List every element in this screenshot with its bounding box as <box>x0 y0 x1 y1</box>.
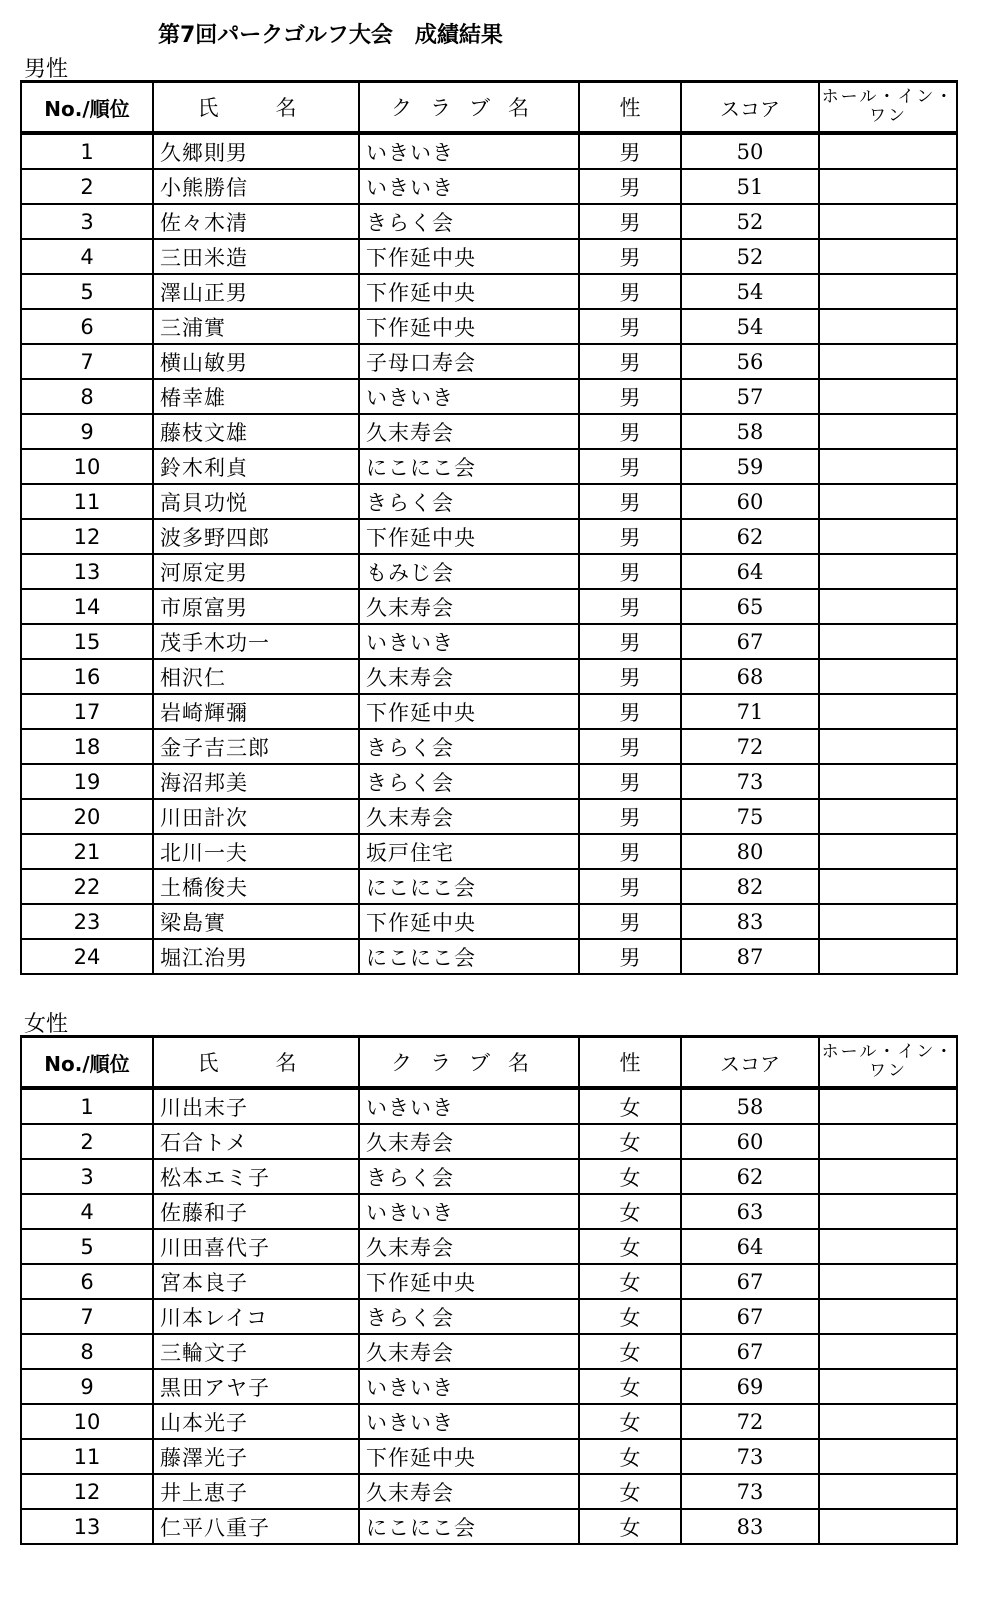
cell-gender: 女 <box>579 1474 681 1509</box>
cell-gender: 男 <box>579 449 681 484</box>
cell-club: いきいき <box>359 379 579 414</box>
table-row <box>21 274 957 309</box>
cell-club: 久末寿会 <box>359 1124 579 1159</box>
table-row <box>21 659 957 694</box>
cell-hole-in-one <box>819 554 957 589</box>
header-score: スコア <box>681 82 819 134</box>
cell-name: 仁平八重子 <box>153 1509 359 1544</box>
cell-rank: 23 <box>21 904 153 939</box>
cell-rank: 9 <box>21 1369 153 1404</box>
cell-club: 子母口寿会 <box>359 344 579 379</box>
cell-hole-in-one <box>819 799 957 834</box>
header-name: 氏 名 <box>153 1037 359 1089</box>
cell-hole-in-one <box>819 449 957 484</box>
cell-name: 茂手木功一 <box>153 624 359 659</box>
cell-rank: 13 <box>21 1509 153 1544</box>
cell-rank: 3 <box>21 204 153 239</box>
cell-name: 鈴木利貞 <box>153 449 359 484</box>
cell-gender: 男 <box>579 799 681 834</box>
cell-gender: 女 <box>579 1264 681 1299</box>
cell-gender: 男 <box>579 519 681 554</box>
cell-hole-in-one <box>819 1229 957 1264</box>
cell-hole-in-one <box>819 624 957 659</box>
cell-club: きらく会 <box>359 729 579 764</box>
cell-rank: 13 <box>21 554 153 589</box>
section-label-women: 女性 <box>24 1012 69 1037</box>
cell-club: 久末寿会 <box>359 659 579 694</box>
cell-rank: 10 <box>21 449 153 484</box>
cell-name: 松本エミ子 <box>153 1159 359 1194</box>
cell-hole-in-one <box>819 659 957 694</box>
table-row <box>21 484 957 519</box>
cell-rank: 12 <box>21 1474 153 1509</box>
cell-score: 64 <box>681 1229 819 1264</box>
table-row <box>21 449 957 484</box>
cell-score: 62 <box>681 519 819 554</box>
cell-gender: 男 <box>579 764 681 799</box>
table-row <box>21 764 957 799</box>
cell-name: 三浦實 <box>153 309 359 344</box>
cell-name: 土橋俊夫 <box>153 869 359 904</box>
cell-name: 久郷則男 <box>153 133 359 169</box>
table-row <box>21 904 957 939</box>
cell-club: 下作延中央 <box>359 904 579 939</box>
cell-name: 椿幸雄 <box>153 379 359 414</box>
cell-gender: 女 <box>579 1124 681 1159</box>
cell-hole-in-one <box>819 1474 957 1509</box>
cell-club: 久末寿会 <box>359 799 579 834</box>
cell-hole-in-one <box>819 869 957 904</box>
table-header-row <box>21 82 957 134</box>
cell-score: 71 <box>681 694 819 729</box>
cell-score: 54 <box>681 309 819 344</box>
cell-gender: 男 <box>579 414 681 449</box>
cell-rank: 8 <box>21 1334 153 1369</box>
table-row <box>21 1439 957 1474</box>
cell-club: 久末寿会 <box>359 589 579 624</box>
cell-club: 久末寿会 <box>359 1229 579 1264</box>
cell-rank: 7 <box>21 1299 153 1334</box>
cell-hole-in-one <box>819 169 957 204</box>
cell-gender: 男 <box>579 133 681 169</box>
cell-club: 下作延中央 <box>359 239 579 274</box>
cell-hole-in-one <box>819 1369 957 1404</box>
cell-name: 黒田アヤ子 <box>153 1369 359 1404</box>
cell-name: 藤澤光子 <box>153 1439 359 1474</box>
cell-club: きらく会 <box>359 764 579 799</box>
cell-hole-in-one <box>819 1404 957 1439</box>
table-row <box>21 133 957 169</box>
cell-gender: 女 <box>579 1088 681 1124</box>
cell-gender: 女 <box>579 1299 681 1334</box>
table-row <box>21 1264 957 1299</box>
table-row <box>21 694 957 729</box>
cell-score: 50 <box>681 133 819 169</box>
cell-hole-in-one <box>819 484 957 519</box>
cell-score: 58 <box>681 414 819 449</box>
cell-hole-in-one <box>819 344 957 379</box>
table-row <box>21 379 957 414</box>
cell-gender: 男 <box>579 939 681 974</box>
cell-hole-in-one <box>819 904 957 939</box>
table-row <box>21 869 957 904</box>
cell-hole-in-one <box>819 729 957 764</box>
cell-hole-in-one <box>819 274 957 309</box>
cell-rank: 8 <box>21 379 153 414</box>
cell-gender: 男 <box>579 344 681 379</box>
cell-name: 佐々木清 <box>153 204 359 239</box>
header-gender: 性 <box>579 1037 681 1089</box>
cell-gender: 男 <box>579 624 681 659</box>
table-row <box>21 1088 957 1124</box>
cell-rank: 1 <box>21 1088 153 1124</box>
cell-score: 63 <box>681 1194 819 1229</box>
table-row <box>21 1229 957 1264</box>
cell-rank: 24 <box>21 939 153 974</box>
cell-club: きらく会 <box>359 204 579 239</box>
header-name: 氏 名 <box>153 82 359 134</box>
cell-score: 73 <box>681 1474 819 1509</box>
table-row <box>21 939 957 974</box>
header-hole-in-one: ホール・イン・ワン <box>819 1037 957 1089</box>
cell-club: 久末寿会 <box>359 414 579 449</box>
cell-gender: 男 <box>579 869 681 904</box>
cell-score: 56 <box>681 344 819 379</box>
cell-rank: 21 <box>21 834 153 869</box>
table-row <box>21 1334 957 1369</box>
cell-hole-in-one <box>819 1439 957 1474</box>
cell-rank: 4 <box>21 239 153 274</box>
header-score: スコア <box>681 1037 819 1089</box>
cell-rank: 5 <box>21 1229 153 1264</box>
cell-name: 三輪文子 <box>153 1334 359 1369</box>
table-row <box>21 729 957 764</box>
cell-club: 久末寿会 <box>359 1334 579 1369</box>
cell-hole-in-one <box>819 834 957 869</box>
cell-gender: 女 <box>579 1369 681 1404</box>
cell-club: いきいき <box>359 169 579 204</box>
cell-rank: 6 <box>21 309 153 344</box>
cell-score: 67 <box>681 1299 819 1334</box>
cell-club: にこにこ会 <box>359 869 579 904</box>
cell-gender: 男 <box>579 589 681 624</box>
cell-rank: 2 <box>21 169 153 204</box>
cell-gender: 男 <box>579 694 681 729</box>
cell-rank: 14 <box>21 589 153 624</box>
cell-gender: 男 <box>579 554 681 589</box>
cell-score: 67 <box>681 624 819 659</box>
table-row <box>21 204 957 239</box>
results-body-men <box>21 133 957 974</box>
cell-club: 下作延中央 <box>359 694 579 729</box>
header-club: クラブ名 <box>359 1037 579 1089</box>
cell-gender: 男 <box>579 834 681 869</box>
cell-club: いきいき <box>359 1194 579 1229</box>
table-row <box>21 1509 957 1544</box>
cell-gender: 女 <box>579 1509 681 1544</box>
cell-score: 80 <box>681 834 819 869</box>
table-row <box>21 834 957 869</box>
table-row <box>21 1299 957 1334</box>
table-row <box>21 239 957 274</box>
cell-gender: 男 <box>579 904 681 939</box>
cell-name: 澤山正男 <box>153 274 359 309</box>
table-row <box>21 1194 957 1229</box>
cell-rank: 20 <box>21 799 153 834</box>
cell-hole-in-one <box>819 939 957 974</box>
results-body-women <box>21 1088 957 1544</box>
cell-rank: 2 <box>21 1124 153 1159</box>
cell-hole-in-one <box>819 379 957 414</box>
cell-score: 60 <box>681 1124 819 1159</box>
cell-name: 佐藤和子 <box>153 1194 359 1229</box>
cell-name: 山本光子 <box>153 1404 359 1439</box>
cell-club: にこにこ会 <box>359 449 579 484</box>
cell-club: いきいき <box>359 1369 579 1404</box>
header-gender: 性 <box>579 82 681 134</box>
cell-rank: 10 <box>21 1404 153 1439</box>
section-label-men: 男性 <box>24 57 69 82</box>
cell-hole-in-one <box>819 133 957 169</box>
cell-score: 83 <box>681 1509 819 1544</box>
cell-rank: 11 <box>21 1439 153 1474</box>
header-hole-in-one: ホール・イン・ワン <box>819 82 957 134</box>
cell-name: 小熊勝信 <box>153 169 359 204</box>
cell-club: 下作延中央 <box>359 274 579 309</box>
cell-score: 87 <box>681 939 819 974</box>
header-rank: No./順位 <box>21 1037 153 1089</box>
cell-name: 梁島實 <box>153 904 359 939</box>
table-row <box>21 624 957 659</box>
cell-rank: 9 <box>21 414 153 449</box>
cell-score: 75 <box>681 799 819 834</box>
table-row <box>21 1159 957 1194</box>
cell-gender: 男 <box>579 729 681 764</box>
cell-rank: 6 <box>21 1264 153 1299</box>
cell-hole-in-one <box>819 589 957 624</box>
cell-gender: 男 <box>579 204 681 239</box>
table-row <box>21 589 957 624</box>
cell-score: 72 <box>681 1404 819 1439</box>
cell-rank: 15 <box>21 624 153 659</box>
cell-name: 宮本良子 <box>153 1264 359 1299</box>
cell-rank: 19 <box>21 764 153 799</box>
cell-hole-in-one <box>819 1299 957 1334</box>
cell-club: もみじ会 <box>359 554 579 589</box>
cell-name: 川田喜代子 <box>153 1229 359 1264</box>
cell-rank: 3 <box>21 1159 153 1194</box>
cell-club: きらく会 <box>359 1299 579 1334</box>
cell-rank: 7 <box>21 344 153 379</box>
cell-gender: 女 <box>579 1194 681 1229</box>
cell-score: 64 <box>681 554 819 589</box>
cell-name: 横山敏男 <box>153 344 359 379</box>
cell-name: 北川一夫 <box>153 834 359 869</box>
cell-gender: 女 <box>579 1334 681 1369</box>
cell-score: 54 <box>681 274 819 309</box>
cell-club: いきいき <box>359 1404 579 1439</box>
cell-score: 67 <box>681 1264 819 1299</box>
cell-gender: 男 <box>579 659 681 694</box>
table-row <box>21 519 957 554</box>
cell-name: 井上恵子 <box>153 1474 359 1509</box>
cell-hole-in-one <box>819 239 957 274</box>
cell-score: 72 <box>681 729 819 764</box>
cell-score: 68 <box>681 659 819 694</box>
cell-score: 65 <box>681 589 819 624</box>
cell-score: 52 <box>681 239 819 274</box>
cell-rank: 12 <box>21 519 153 554</box>
cell-gender: 女 <box>579 1229 681 1264</box>
cell-name: 三田米造 <box>153 239 359 274</box>
results-table-men <box>20 80 958 975</box>
table-row <box>21 1404 957 1439</box>
cell-name: 川出末子 <box>153 1088 359 1124</box>
cell-club: いきいき <box>359 624 579 659</box>
cell-name: 高貝功悦 <box>153 484 359 519</box>
table-row <box>21 344 957 379</box>
cell-score: 73 <box>681 764 819 799</box>
cell-hole-in-one <box>819 1159 957 1194</box>
cell-rank: 5 <box>21 274 153 309</box>
cell-hole-in-one <box>819 1124 957 1159</box>
table-header-row <box>21 1037 957 1089</box>
cell-gender: 女 <box>579 1439 681 1474</box>
cell-score: 62 <box>681 1159 819 1194</box>
table-row <box>21 1474 957 1509</box>
cell-name: 波多野四郎 <box>153 519 359 554</box>
cell-club: いきいき <box>359 133 579 169</box>
table-row <box>21 414 957 449</box>
cell-name: 石合トメ <box>153 1124 359 1159</box>
cell-gender: 男 <box>579 169 681 204</box>
table-row <box>21 554 957 589</box>
cell-rank: 18 <box>21 729 153 764</box>
cell-name: 川本レイコ <box>153 1299 359 1334</box>
cell-score: 60 <box>681 484 819 519</box>
cell-score: 58 <box>681 1088 819 1124</box>
cell-gender: 男 <box>579 484 681 519</box>
cell-club: きらく会 <box>359 484 579 519</box>
cell-hole-in-one <box>819 1509 957 1544</box>
table-row <box>21 1124 957 1159</box>
page-title: 第7回パークゴルフ大会 成績結果 <box>158 23 503 48</box>
table-row <box>21 799 957 834</box>
cell-rank: 16 <box>21 659 153 694</box>
cell-score: 73 <box>681 1439 819 1474</box>
header-club: クラブ名 <box>359 82 579 134</box>
table-row <box>21 309 957 344</box>
cell-name: 市原富男 <box>153 589 359 624</box>
cell-rank: 4 <box>21 1194 153 1229</box>
cell-hole-in-one <box>819 519 957 554</box>
cell-hole-in-one <box>819 1088 957 1124</box>
cell-name: 海沼邦美 <box>153 764 359 799</box>
cell-score: 59 <box>681 449 819 484</box>
cell-club: にこにこ会 <box>359 939 579 974</box>
cell-club: 久末寿会 <box>359 1474 579 1509</box>
cell-club: きらく会 <box>359 1159 579 1194</box>
cell-name: 金子吉三郎 <box>153 729 359 764</box>
cell-hole-in-one <box>819 694 957 729</box>
cell-score: 69 <box>681 1369 819 1404</box>
cell-score: 83 <box>681 904 819 939</box>
cell-club: 坂戸住宅 <box>359 834 579 869</box>
cell-hole-in-one <box>819 1334 957 1369</box>
cell-score: 52 <box>681 204 819 239</box>
cell-hole-in-one <box>819 1194 957 1229</box>
cell-hole-in-one <box>819 204 957 239</box>
cell-score: 51 <box>681 169 819 204</box>
cell-gender: 男 <box>579 309 681 344</box>
table-row <box>21 1369 957 1404</box>
cell-club: いきいき <box>359 1088 579 1124</box>
cell-rank: 11 <box>21 484 153 519</box>
cell-hole-in-one <box>819 309 957 344</box>
cell-club: 下作延中央 <box>359 1264 579 1299</box>
cell-club: 下作延中央 <box>359 1439 579 1474</box>
cell-gender: 男 <box>579 239 681 274</box>
cell-hole-in-one <box>819 1264 957 1299</box>
results-table-women <box>20 1035 958 1545</box>
cell-rank: 22 <box>21 869 153 904</box>
cell-club: にこにこ会 <box>359 1509 579 1544</box>
cell-club: 下作延中央 <box>359 519 579 554</box>
cell-score: 57 <box>681 379 819 414</box>
cell-name: 岩崎輝彌 <box>153 694 359 729</box>
cell-gender: 男 <box>579 379 681 414</box>
cell-name: 藤枝文雄 <box>153 414 359 449</box>
cell-gender: 女 <box>579 1404 681 1439</box>
cell-score: 82 <box>681 869 819 904</box>
cell-club: 下作延中央 <box>359 309 579 344</box>
table-row <box>21 169 957 204</box>
header-rank: No./順位 <box>21 82 153 134</box>
cell-name: 河原定男 <box>153 554 359 589</box>
cell-rank: 1 <box>21 133 153 169</box>
cell-name: 相沢仁 <box>153 659 359 694</box>
cell-gender: 女 <box>579 1159 681 1194</box>
cell-score: 67 <box>681 1334 819 1369</box>
cell-hole-in-one <box>819 764 957 799</box>
cell-name: 川田計次 <box>153 799 359 834</box>
cell-name: 堀江治男 <box>153 939 359 974</box>
cell-hole-in-one <box>819 414 957 449</box>
cell-rank: 17 <box>21 694 153 729</box>
cell-gender: 男 <box>579 274 681 309</box>
